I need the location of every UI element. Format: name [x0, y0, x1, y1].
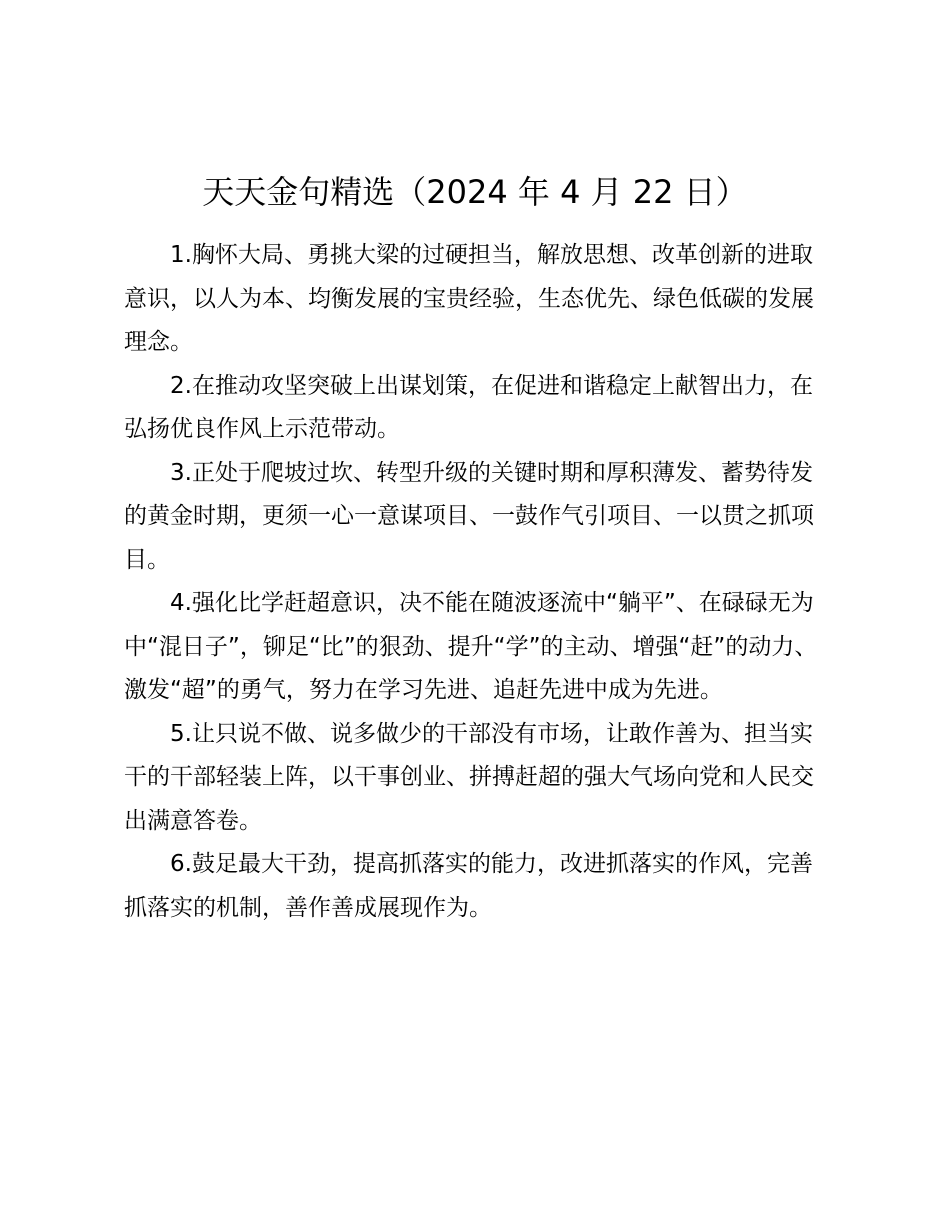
document-title: 天天金句精选（2024 年 4 月 22 日）: [202, 173, 748, 211]
paragraph-5: 5.让只说不做、说多做少的干部没有市场，让敢作善为、担当实干的干部轻装上阵，以干事创业、拼搏赶超的强大气场向党和人民交出满意答卷。: [124, 720, 814, 834]
paragraph-3: 3.正处于爬坡过坎、转型升级的关键时期和厚积薄发、蓄势待发的黄金时期，更须一心一意谋项目、一鼓作气引项目、一以贯之抓项目。: [124, 459, 814, 573]
document-body: [124, 234, 824, 930]
paragraph-1: 1.胸怀大局、勇挑大梁的过硬担当，解放思想、改革创新的进取意识，以人为本、均衡发展的宝贵经验，生态优先、绿色低碳的发展理念。: [124, 242, 814, 355]
paragraph-2: 2.在推动攻坚突破上出谋划策，在促进和谐稳定上献智出力，在弘扬优良作风上示范带动。: [124, 372, 813, 442]
paragraph-6: 6.鼓足最大干劲，提高抓落实的能力，改进抓落实的作风，完善抓落实的机制，善作善成展现作为。: [124, 851, 813, 921]
paragraph-4: 4.强化比学赶超意识，决不能在随波逐流中“躺平”、在碌碌无为中“混日子”，铆足“比”的狠劲、提升“学”的主动、增强“赶”的动力、激发“超”的勇气，努力在学习先进、追赶先进中成为先进。: [124, 590, 818, 703]
